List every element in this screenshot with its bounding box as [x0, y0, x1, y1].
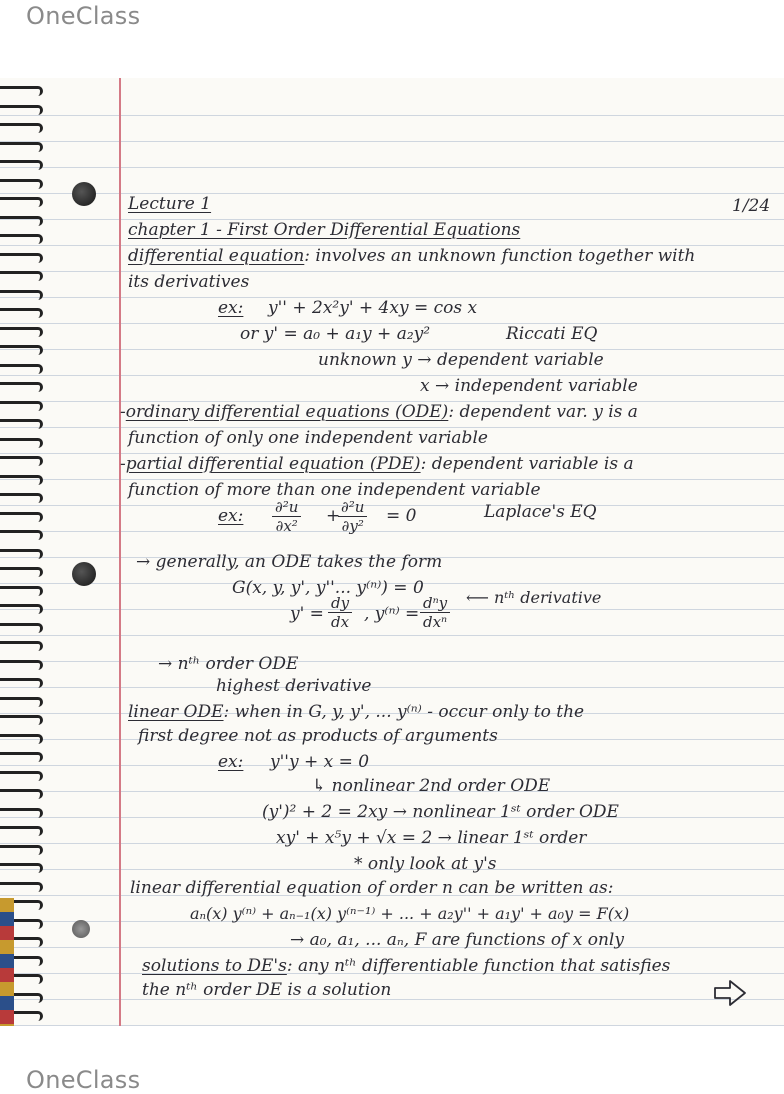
spiral-coil — [0, 401, 43, 411]
example-5: xy' + x⁵y + √x = 2 → linear 1ˢᵗ order — [276, 828, 587, 848]
de-def-1: : involves an unknown function together with — [304, 246, 696, 266]
linear-de-order-line: linear differential equation of order n can be written as: — [130, 878, 614, 898]
spiral-coil — [0, 438, 43, 448]
pde-def-1: : dependent variable is a — [420, 454, 634, 474]
spiral-coil — [0, 475, 43, 485]
next-page-arrow-icon — [712, 978, 748, 1008]
spiral-coil — [0, 530, 43, 540]
laplace-label: Laplace's EQ — [484, 502, 597, 522]
binding-color-strip — [0, 898, 14, 1026]
example-3-result: ↳ nonlinear 2nd order ODE — [312, 776, 551, 796]
spiral-coil — [0, 345, 43, 355]
highest-derivative: highest derivative — [216, 676, 372, 696]
oneclass-logo-top: OneClass — [26, 2, 141, 30]
pde-term: partial differential equation (PDE) — [125, 454, 421, 474]
spiral-coil — [0, 105, 43, 115]
spiral-coil — [0, 364, 43, 374]
spiral-coil — [0, 197, 43, 207]
ode-def-1: : dependent var. y is a — [448, 402, 638, 422]
spiral-coil — [0, 771, 43, 781]
spiral-coil — [0, 234, 43, 244]
linear-def-1: : when in G, y, y', ... y⁽ⁿ⁾ - occur only to the — [223, 702, 585, 722]
spiral-coil — [0, 789, 43, 799]
spiral-coil — [0, 586, 43, 596]
riccati-equation: or y' = a₀ + a₁y + a₂y² — [240, 324, 431, 344]
solutions-def-1: : any nᵗʰ differentiable function that satisfies — [286, 956, 671, 976]
spiral-coil — [0, 142, 43, 152]
linear-term: linear ODE — [128, 702, 224, 722]
spiral-coil — [0, 604, 43, 614]
lecture-date: 1/24 — [732, 196, 771, 216]
spiral-coil — [0, 216, 43, 226]
linear-definition-line-2: first degree not as products of arguments — [138, 726, 498, 746]
spiral-coil — [0, 734, 43, 744]
spiral-coil — [0, 290, 43, 300]
ode-term: ordinary differential equations (ODE) — [125, 402, 449, 422]
punch-hole-middle — [72, 562, 96, 586]
laplace-fraction-1: $\frac{\text{∂²u}}{\text{∂x²}}$ — [272, 498, 301, 535]
spiral-coil — [0, 86, 43, 96]
margin-line — [119, 78, 121, 1026]
spiral-coil — [0, 697, 43, 707]
example-label-3: ex: — [218, 752, 244, 772]
de-term: differential equation — [128, 246, 305, 266]
pde-definition-line-1: -partial differential equation (PDE): dependent variable is a — [120, 454, 634, 474]
punch-hole-top — [72, 182, 96, 206]
spiral-coil — [0, 826, 43, 836]
spiral-coil — [0, 456, 43, 466]
spiral-coil — [0, 567, 43, 577]
yn-fraction: dⁿy dxⁿ — [420, 594, 450, 631]
chapter-title: chapter 1 - First Order Differential Equations — [128, 220, 521, 240]
example-1-equation: y'' + 2x²y' + 4xy = cos x — [268, 298, 478, 318]
spiral-coil — [0, 382, 43, 392]
notebook-page — [0, 78, 784, 1026]
spiral-coil — [0, 123, 43, 133]
nth-order-ode: → nᵗʰ order ODE — [158, 654, 299, 674]
pde-definition-line-2: function of more than one independent variable — [128, 480, 541, 500]
only-look-note: * only look at y's — [354, 854, 497, 874]
ode-definition-line-1: -ordinary differential equations (ODE): dependent var. y is a — [120, 402, 638, 422]
solutions-term: solutions to DE's — [142, 956, 287, 976]
spiral-coil — [0, 160, 43, 170]
spiral-coil — [0, 253, 43, 263]
example-3-equation: y''y + x = 0 — [270, 752, 370, 772]
spiral-coil — [0, 493, 43, 503]
spiral-coil — [0, 808, 43, 818]
spiral-coil — [0, 549, 43, 559]
spiral-coil — [0, 660, 43, 670]
example-label-1: ex: — [218, 298, 244, 318]
spiral-coil — [0, 641, 43, 651]
spiral-coil — [0, 882, 43, 892]
coefficients-note: → a₀, a₁, ... aₙ, F are functions of x only — [290, 930, 624, 950]
punch-hole-bottom — [72, 920, 90, 938]
lecture-title: Lecture 1 — [128, 194, 212, 214]
general-form-intro: → generally, an ODE takes the form — [136, 552, 443, 572]
spiral-coil — [0, 715, 43, 725]
spiral-coil — [0, 419, 43, 429]
de-definition-line-1 — [128, 246, 695, 266]
nth-derivative-note: ⟵ nᵗʰ derivative — [466, 588, 602, 607]
laplace-equals-zero: = 0 — [386, 506, 417, 526]
solutions-line-1 — [142, 956, 670, 976]
spiral-coil — [0, 271, 43, 281]
spiral-binding — [0, 78, 60, 1026]
dependent-variable-note: unknown y → dependent variable — [318, 350, 604, 370]
oneclass-logo-bottom: OneClass — [26, 1066, 141, 1094]
yprime-fraction: $\frac{dy}{dx}$ — [328, 594, 352, 631]
general-form-equation: G(x, y, y', y''... y⁽ⁿ⁾) = 0 — [232, 578, 424, 598]
spiral-coil — [0, 327, 43, 337]
linear-definition-line-1 — [128, 702, 584, 722]
laplace-fraction-2: $\frac{\text{∂²u}}{\text{∂y²}}$ — [338, 498, 367, 535]
de-definition-line-2: its derivatives — [128, 272, 250, 292]
yn-lhs: , y⁽ⁿ⁾ = — [364, 604, 420, 624]
independent-variable-note: x → independent variable — [420, 376, 638, 396]
spiral-coil — [0, 308, 43, 318]
solutions-line-2: the nᵗʰ order DE is a solution — [142, 980, 392, 1000]
spiral-coil — [0, 179, 43, 189]
riccati-label: Riccati EQ — [506, 324, 598, 344]
spiral-coil — [0, 678, 43, 688]
spiral-coil — [0, 752, 43, 762]
linear-general-equation: aₙ(x) y⁽ⁿ⁾ + aₙ₋₁(x) y⁽ⁿ⁻¹⁾ + ... + a₂y'' + a₁y' + a₀y = F(x) — [190, 904, 630, 923]
spiral-coil — [0, 863, 43, 873]
laplace-plus: + — [326, 506, 341, 526]
spiral-coil — [0, 845, 43, 855]
example-4: (y')² + 2 = 2xy → nonlinear 1ˢᵗ order ODE — [262, 802, 619, 822]
ode-definition-line-2: function of only one independent variable — [128, 428, 488, 448]
spiral-coil — [0, 512, 43, 522]
spiral-coil — [0, 623, 43, 633]
example-label-2: ex: — [218, 506, 244, 526]
yprime-lhs: y' = — [290, 604, 324, 624]
